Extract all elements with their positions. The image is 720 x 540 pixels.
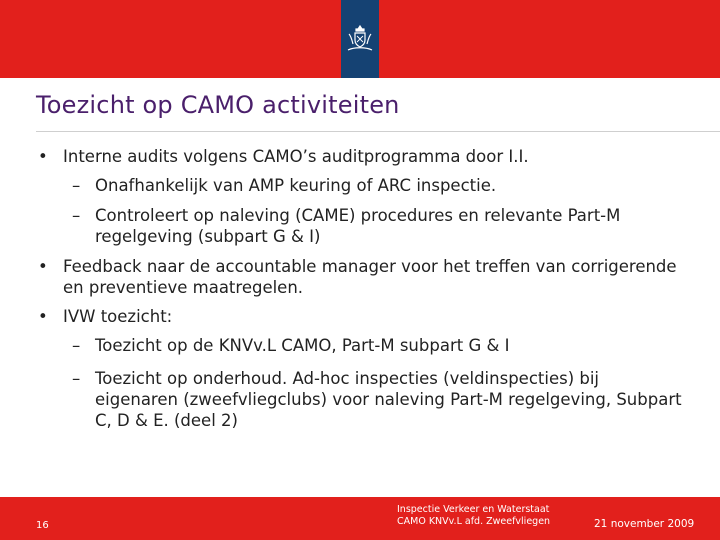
slide-title: Toezicht op CAMO activiteiten — [36, 91, 400, 119]
list-item-text: Feedback naar de accountable manager voor het treffen van corrigerende en preventieve maatregelen. — [63, 257, 677, 297]
list-item-text: Controleert op naleving (CAME) procedures en relevante Part-M regelgeving (subpart G & I) — [95, 206, 621, 246]
list-item — [36, 205, 686, 247]
dash-marker: – — [72, 336, 81, 355]
list-item — [36, 306, 686, 327]
dash-marker: – — [72, 176, 81, 195]
dash-marker: – — [72, 206, 81, 225]
footer-org-line: Inspectie Verkeer en Waterstaat — [397, 504, 550, 515]
bullet-marker: • — [38, 147, 48, 166]
dash-marker: – — [72, 369, 81, 388]
list-item-text: Toezicht op de KNVv.L CAMO, Part-M subpart G & I — [95, 336, 510, 355]
coat-of-arms-icon — [346, 24, 374, 54]
list-item — [36, 175, 686, 196]
logo-strip — [341, 0, 379, 78]
list-item-text: Onafhankelijk van AMP keuring of ARC inspectie. — [95, 176, 497, 195]
footer-date: 21 november 2009 — [594, 518, 695, 530]
list-item — [36, 146, 686, 167]
footer-org-line: CAMO KNVv.L afd. Zweefvliegen — [397, 516, 551, 527]
page-number: 16 — [36, 520, 49, 531]
bullet-marker: • — [38, 257, 48, 276]
list-item — [36, 368, 686, 431]
list-item — [36, 335, 686, 356]
list-item-text: Interne audits volgens CAMO’s auditprogramma door I.I. — [63, 147, 529, 166]
title-divider — [36, 131, 720, 132]
list-item-text: Toezicht op onderhoud. Ad-hoc inspecties (veldinspecties) bij eigenaren (zweefvliegclubs) voor naleving Part-M regelgeving, Subpart C, D & E. (deel 2) — [95, 369, 682, 430]
slide-content — [36, 146, 686, 440]
list-item-text: IVW toezicht: — [63, 307, 173, 326]
footer-organization — [397, 504, 550, 528]
bullet-marker: • — [38, 307, 48, 326]
list-item — [36, 256, 686, 298]
